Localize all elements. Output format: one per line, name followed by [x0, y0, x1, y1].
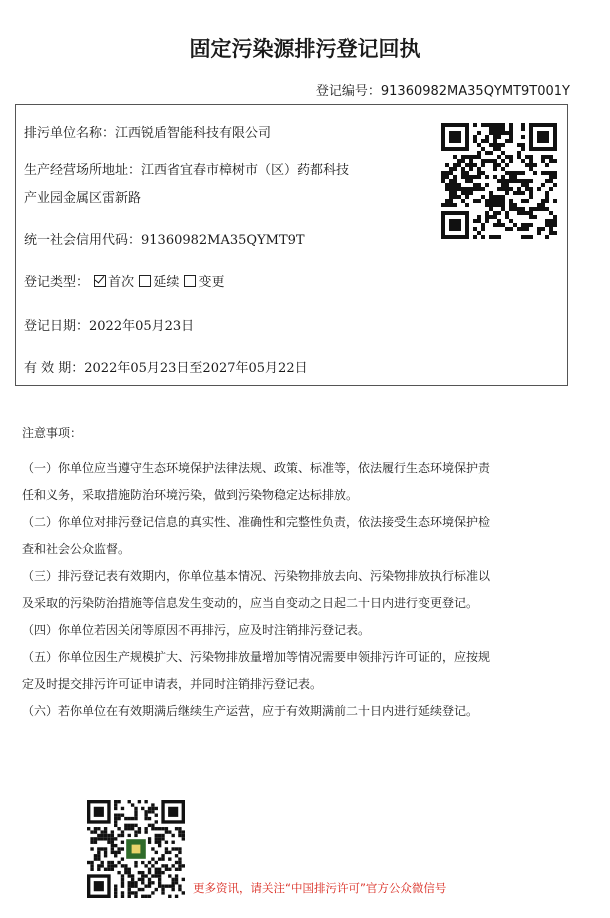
- note-line: （二）你单位对排污登记信息的真实性、准确性和完整性负责，依法接受生态环境保护检: [22, 515, 491, 529]
- note-item: [22, 455, 582, 509]
- registration-number-value: 91360982MA35QYMT9T001Y: [380, 84, 570, 99]
- validity-label: 有 效 期：: [24, 361, 85, 376]
- unit-name-value: 江西锐盾智能科技有限公司: [115, 126, 272, 141]
- address-row-cont: [24, 187, 141, 206]
- note-line: 及采取的污染防治措施等信息发生变动的，应当自变动之日起二十日内进行变更登记。: [22, 596, 479, 610]
- page-title: 固定污染源排污登记回执: [189, 37, 421, 61]
- reg-date-label: 登记日期：: [24, 319, 90, 334]
- wechat-qr-code-image: [87, 800, 185, 898]
- info-box: [15, 104, 568, 386]
- credit-code-value: 91360982MA35QYMT9T: [141, 233, 305, 248]
- note-item: [22, 698, 582, 725]
- registration-number: [316, 80, 570, 99]
- note-line: 定及时提交排污许可证申请表，并同时注销排污登记表。: [22, 677, 323, 691]
- note-line: （三）排污登记表有效期内，你单位基本情况、污染物排放去向、污染物排放执行标准以: [22, 569, 491, 583]
- note-item: [22, 509, 582, 563]
- validity-row: [24, 357, 308, 376]
- reg-type-renew-label: 延续: [153, 275, 180, 290]
- reg-type-first-checkbox: [94, 275, 106, 287]
- note-item: [22, 644, 582, 698]
- footer-wechat-notice: 更多资讯，请关注“中国排污许可”官方公众微信号: [193, 881, 447, 895]
- credit-code-label: 统一社会信用代码：: [24, 233, 142, 248]
- address-label: 生产经营场所地址：: [24, 163, 142, 178]
- reg-date-value: 2022年05月23日: [89, 319, 195, 334]
- credit-code-row: [24, 229, 305, 248]
- note-item: [22, 563, 582, 617]
- qr-code-image: [441, 123, 557, 239]
- reg-type-change-label: 变更: [198, 275, 225, 290]
- note-line: （四）你单位若因关闭等原因不再排污，应及时注销排污登记表。: [22, 623, 371, 637]
- note-item: [22, 617, 582, 644]
- note-line: 任和义务，采取措施防治环境污染，做到污染物稳定达标排放。: [22, 488, 359, 502]
- reg-type-row: [24, 271, 224, 290]
- unit-name-row: [24, 122, 271, 141]
- reg-type-change-checkbox: [184, 275, 196, 287]
- address-value-line1: 江西省宜春市樟树市（区）药都科技: [141, 163, 350, 178]
- reg-date-row: [24, 315, 194, 334]
- note-line: （六）若你单位在有效期满后继续生产运营，应于有效期满前二十日内进行延续登记。: [22, 704, 479, 718]
- note-line: 查和社会公众监督。: [22, 542, 131, 556]
- validity-value: 2022年05月23日至2027年05月22日: [84, 361, 308, 376]
- registration-number-label: 登记编号：: [315, 84, 381, 99]
- notes-section: [22, 424, 582, 725]
- address-row: [24, 159, 349, 178]
- note-line: （五）你单位因生产规模扩大、污染物排放量增加等情况需要申领排污许可证的，应按规: [22, 650, 491, 664]
- reg-type-first-label: 首次: [108, 275, 135, 290]
- unit-name-label: 排污单位名称：: [24, 126, 116, 141]
- address-value-line2: 产业园金属区雷新路: [24, 191, 142, 206]
- reg-type-label: 登记类型：: [24, 275, 90, 290]
- note-line: （一）你单位应当遵守生态环境保护法律法规、政策、标准等，依法履行生态环境保护责: [22, 461, 491, 475]
- notes-heading: 注意事项：: [22, 426, 83, 440]
- reg-type-renew-checkbox: [139, 275, 151, 287]
